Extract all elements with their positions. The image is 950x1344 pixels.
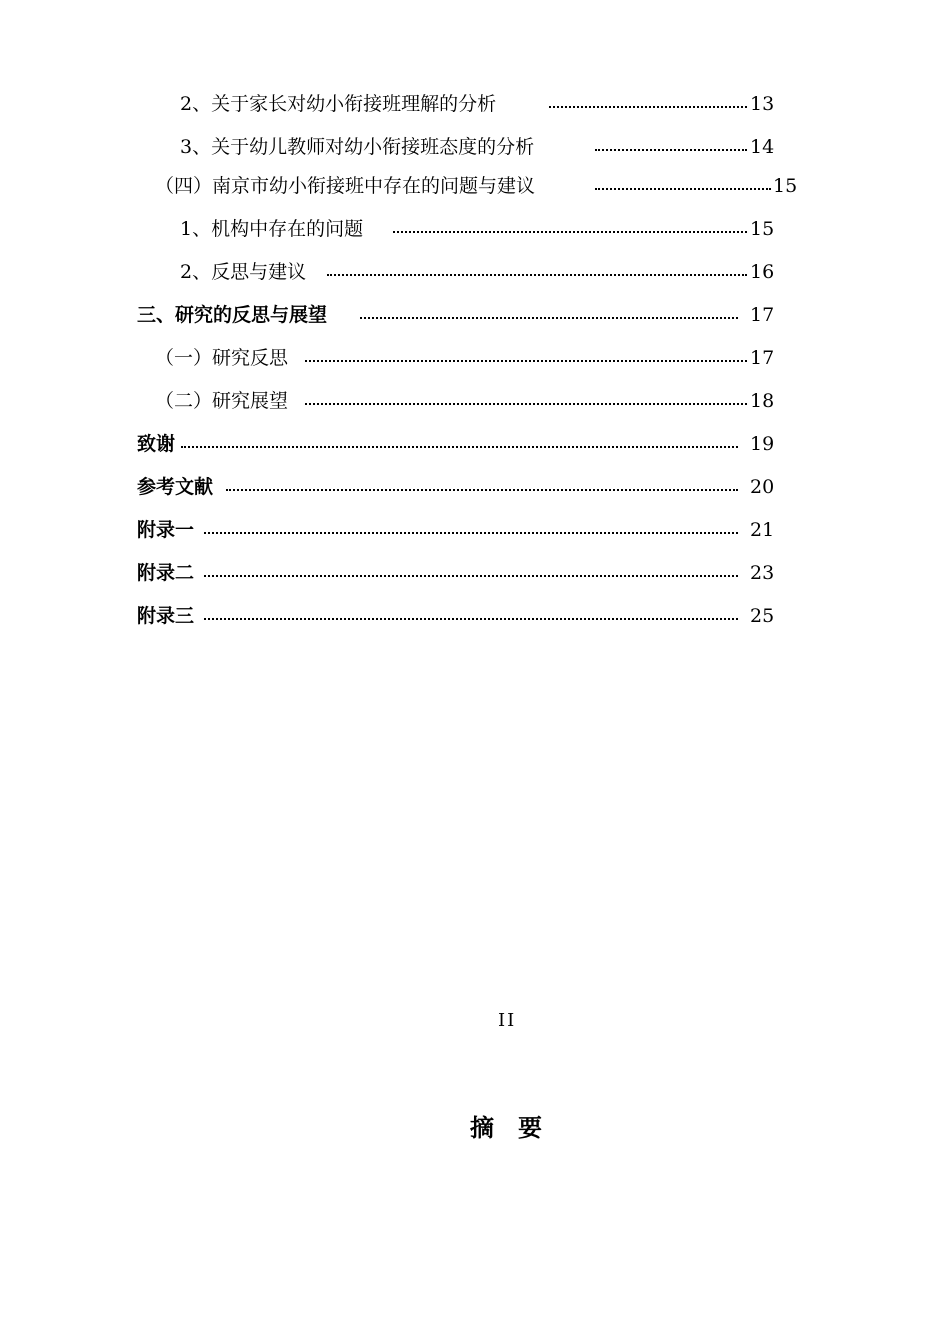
toc-entry[interactable] (0, 300, 950, 330)
toc-entry-title: 三、研究的反思与展望 (137, 304, 328, 326)
toc-entry[interactable] (0, 386, 950, 416)
toc-entry-title: 致谢 (137, 433, 176, 455)
toc-dot-leader (549, 106, 747, 108)
toc-dot-leader (393, 231, 747, 233)
toc-dot-leader (204, 532, 738, 534)
toc-entry-title: 3、关于幼儿教师对幼小衔接班态度的分析 (180, 136, 535, 158)
toc-dot-leader (181, 446, 738, 448)
toc-entry[interactable] (0, 89, 950, 119)
toc-entry-title: 参考文献 (137, 476, 214, 498)
toc-entry-title: （一）研究反思 (155, 347, 289, 369)
toc-entry-title: 附录二 (137, 562, 195, 584)
toc-entry-page: 23 (750, 562, 775, 584)
toc-dot-leader (327, 274, 747, 276)
toc-entry-title: 附录一 (137, 519, 195, 541)
toc-entry-title: 附录三 (137, 605, 195, 627)
toc-dot-leader (204, 575, 738, 577)
toc-entry-title: 2、关于家长对幼小衔接班理解的分析 (180, 93, 497, 115)
toc-entry[interactable] (0, 214, 950, 244)
toc-entry-page: 25 (750, 605, 775, 627)
toc-entry-page: 15 (750, 218, 775, 240)
toc-entry-title: （二）研究展望 (155, 390, 289, 412)
toc-entry-page: 16 (750, 261, 775, 283)
toc-entry-page: 14 (750, 136, 775, 158)
toc-entry-page: 19 (750, 433, 775, 455)
toc-entry[interactable] (0, 257, 950, 287)
toc-dot-leader (305, 403, 747, 405)
abstract-heading: 摘要 (470, 1114, 566, 1142)
toc-entry-page: 21 (750, 519, 775, 541)
toc-entry-page: 15 (773, 175, 798, 197)
toc-entry[interactable] (0, 601, 950, 631)
toc-entry-title: 1、机构中存在的问题 (180, 218, 364, 240)
toc-entry[interactable] (0, 429, 950, 459)
toc-entry-page: 20 (750, 476, 775, 498)
toc-entry[interactable] (0, 171, 950, 201)
toc-entry[interactable] (0, 515, 950, 545)
toc-dot-leader (360, 317, 738, 319)
toc-entry-page: 17 (750, 347, 775, 369)
toc-entry[interactable] (0, 343, 950, 373)
toc-entry[interactable] (0, 132, 950, 162)
toc-dot-leader (204, 618, 738, 620)
toc-entry-page: 13 (750, 93, 775, 115)
toc-dot-leader (595, 188, 771, 190)
toc-dot-leader (595, 149, 747, 151)
toc-dot-leader (305, 360, 747, 362)
toc-entry-page: 18 (750, 390, 775, 412)
toc-entry-title: 2、反思与建议 (180, 261, 307, 283)
toc-entry[interactable] (0, 472, 950, 502)
toc-entry[interactable] (0, 558, 950, 588)
toc-dot-leader (226, 489, 738, 491)
page-number: II (498, 1010, 517, 1031)
toc-entry-page: 17 (750, 304, 775, 326)
toc-entry-title: （四）南京市幼小衔接班中存在的问题与建议 (155, 175, 536, 197)
